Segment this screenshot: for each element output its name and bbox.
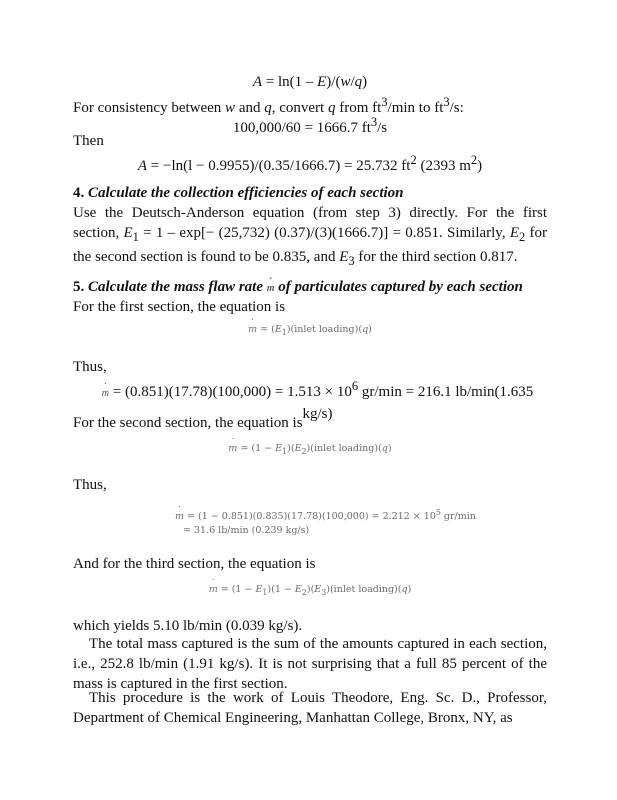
step5-number: 5. [73, 279, 85, 295]
first-section-result: ˙ $m = (0.851)(17.78)(100,000) = 1.513 \times 10^6$ gr/min = 216.1 lb/min(1.635 kg/s) [88, 376, 547, 424]
step5-title-b: of particulates captured by each section [278, 279, 523, 295]
third-section-yields: which yields 5.10 lb/min (0.039 kg/s). [73, 618, 303, 634]
step4-number: 4. [73, 185, 85, 201]
then-label: Then [73, 133, 104, 149]
thus-label-1: Thus, [73, 359, 107, 375]
conversion-line: 100,000/60 = 1666.7 $ft^3/s$ [232, 115, 388, 136]
total-mass-paragraph: The total mass captured is the sum of the amounts captured in each section, i.e., 252.8 lb/min (1.91 kg/s). It is not surprising that a full 85 percent of the mass is captured in the first section. [73, 636, 547, 692]
area-result: A = −ln(l − 0.9955)/(0.35/1666.7) = 25.732 $ft^2$ (2393 $m^2$) [137, 153, 483, 174]
third-section-equation: ˙ $m = (1 - E_1)(1$ − $E_2)(E_3)(inlet$ loading)(q) [73, 583, 547, 600]
second-result-line1: ˙ $m = (1 - 0.851)(0.835)(17.78)(100,000) = 2.212 \times 10^5$ gr/min [175, 506, 515, 524]
first-section-equation: ˙ $m = (E_1)(inlet$ loading)(q) [73, 323, 547, 340]
first-section-intro: For the first section, the equation is [73, 299, 286, 315]
thus-label-2: Thus, [73, 477, 107, 493]
second-result-line2: = 31.6 lb/min (0.239 kg/s) [183, 525, 310, 537]
step5-heading [73, 277, 547, 299]
second-section-intro: For the second section, the equation is [73, 415, 303, 431]
step4-body: Use the Deutsch-Anderson equation (from step 3) directly. For the first section, $E_1 = 1 - \exp[- (25,732) (0.37)/(3)(1666.7)] = 0.851$. Similarly, $E_2$ for the second section is found to be 0.835, and $E_3$ for the third section 0.817. [73, 205, 547, 268]
third-section-intro: And for the third section, the equation is [73, 556, 316, 572]
credit-paragraph: This procedure is the work of Louis Theodore, Eng. Sc. D., Professor, Department of Chemical Engineering, Manhattan College, Bronx, NY, as [73, 690, 547, 726]
second-section-result [175, 506, 515, 538]
step4-title: Calculate the collection efficiencies of each section [88, 185, 404, 201]
second-section-equation: ˙ $m = (1 - E_1)(E_2)(inlet$ loading)(q) [73, 442, 547, 459]
mass-flow-symbol: ˙ m [267, 279, 275, 299]
consistency-line: For consistency between w and q, convert q from $ft^3/\min$ to $ft^3/s$: [73, 95, 464, 116]
step5-title-a: Calculate the mass flaw rate [88, 279, 264, 295]
step4-heading [73, 183, 547, 203]
equation-area: A = ln(1 – E)/(w/q) [252, 74, 368, 90]
